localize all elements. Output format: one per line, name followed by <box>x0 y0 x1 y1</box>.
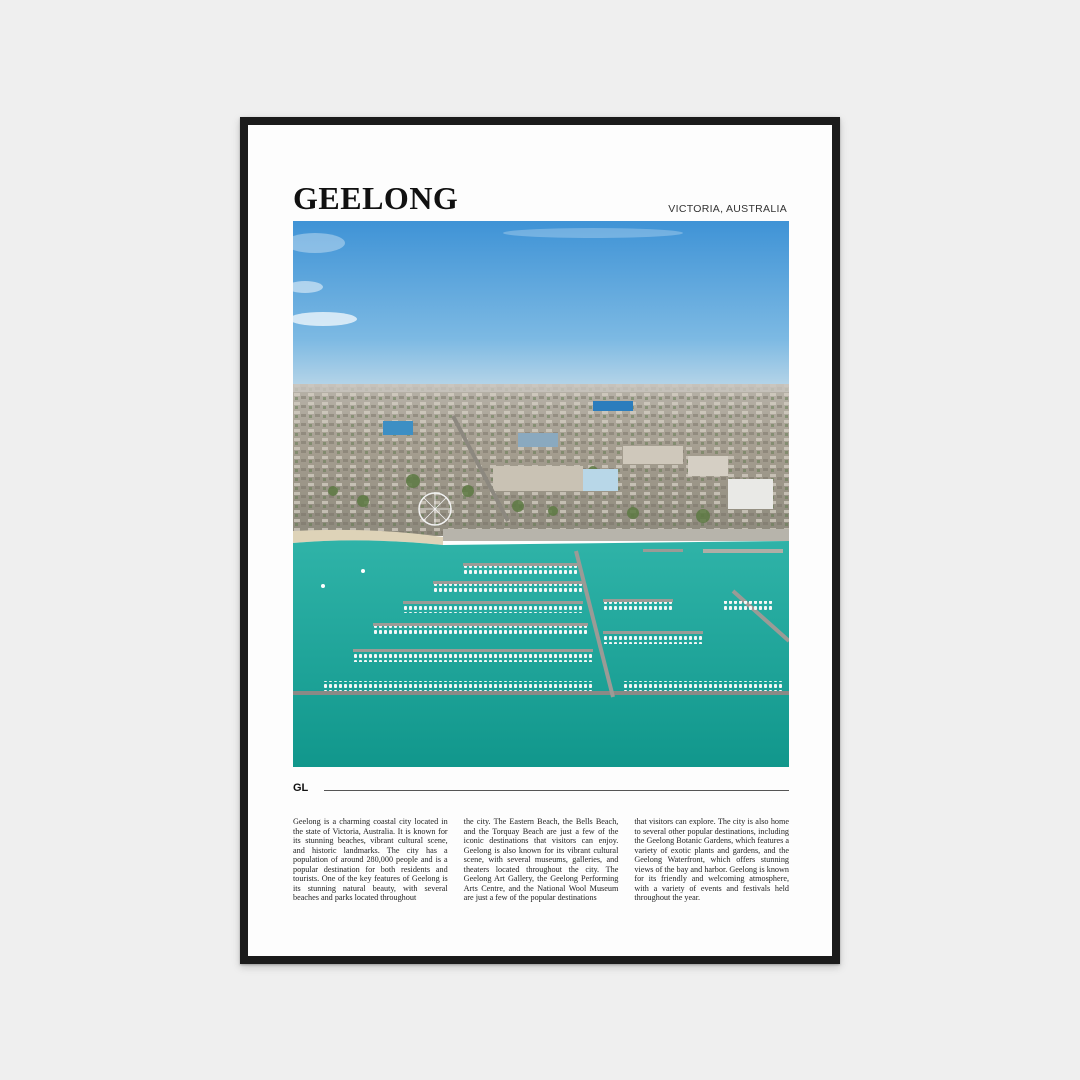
poster-paper <box>248 125 832 956</box>
sky <box>293 221 789 389</box>
description-column-3: that visitors can explore. The city is also home to several other popular destinations, including the Geelong Botanic Gardens, which features a variety of exotic plants and gardens, and the Geelong Waterfront, which offers stunning views of the bay and harbor. Geelong is known for its friendly and welcoming atmosphere, with a variety of events and festivals held throughout the year. <box>634 817 790 902</box>
description-columns <box>293 817 789 903</box>
poster-title: GEELONG <box>293 180 459 216</box>
poster-frame <box>240 117 840 964</box>
aerial-photo <box>293 221 789 767</box>
description-column-2: the city. The Eastern Beach, the Bells Beach, and the Torquay Beach are just a few of the iconic destinations that visitors can enjoy. Geelong is also known for its vibrant cultural scene, with several museums, galleries, and theaters located throughout the city. The Geelong Art Gallery, the Geelong Performing Arts Centre, and the National Wool Museum are just a few of the popular destinations <box>463 817 619 902</box>
city-code: GL <box>293 782 309 794</box>
poster-subtitle: VICTORIA, AUSTRALIA <box>668 203 787 215</box>
description-column-1: Geelong is a charming coastal city located in the state of Victoria, Australia. It is known for its stunning beaches, vibrant cultural scene, and historic landmarks. The city has a population of around 280,000 people and is a popular destination for both residents and tourists. One of the key features of Geelong is its stunning natural beauty, with several beaches and parks located throughout <box>293 817 448 902</box>
divider-line <box>324 790 789 791</box>
